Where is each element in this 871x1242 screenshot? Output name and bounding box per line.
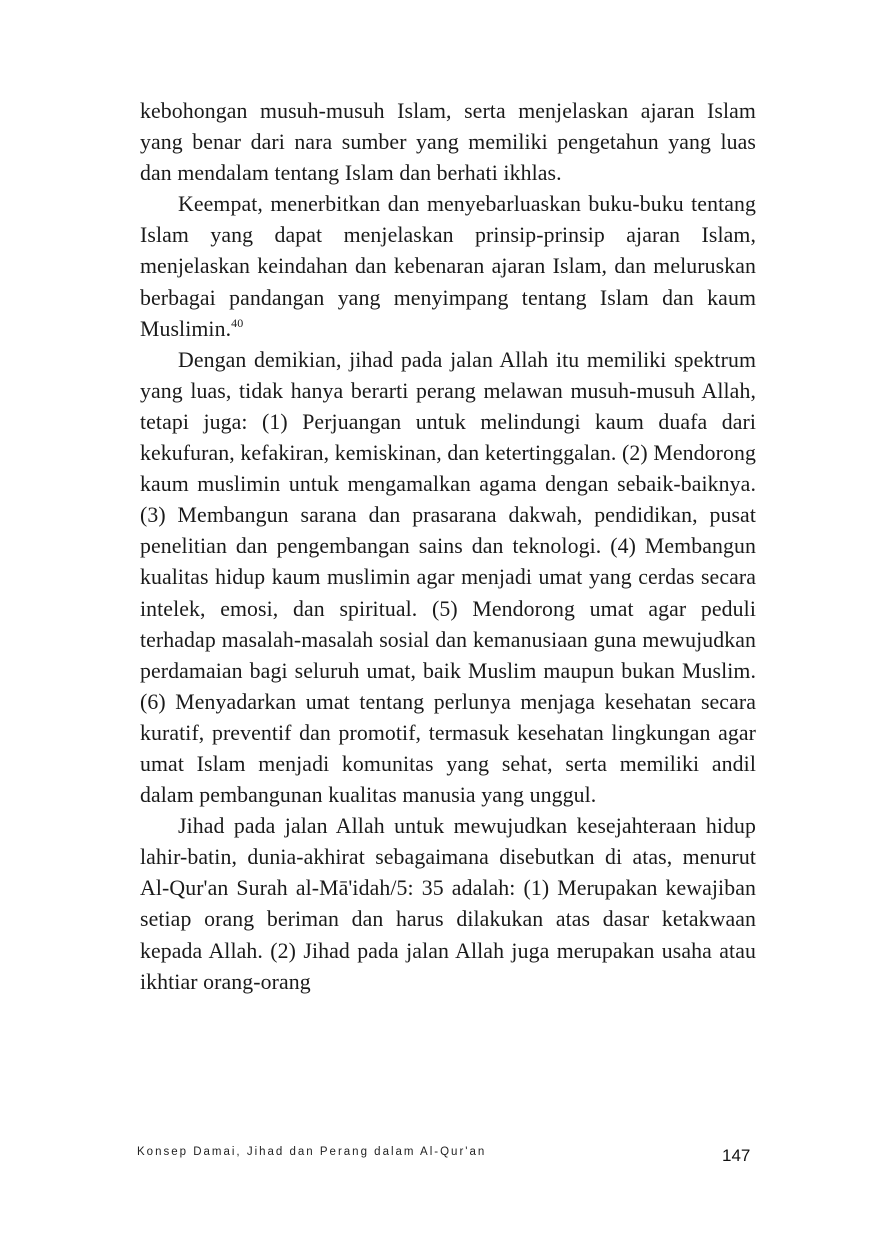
paragraph-keempat: Keempat, menerbitkan dan menyebarluaskan buku-buku tentang Islam yang dapat menjelaskan prinsip-prinsip ajaran Islam, menjelaskan keindahan dan kebenaran ajaran Islam, dan meluruskan berbagai pandangan yang menyimpang tentang Islam dan kaum Muslimin.$^{40}$: [140, 192, 756, 341]
footnote-ref[interactable]: 40: [231, 315, 244, 330]
running-footer-title: Konsep Damai, Jihad dan Perang dalam Al-Qur'an: [137, 1146, 487, 1158]
body-text: [140, 96, 756, 998]
paragraph-jihad: Jihad pada jalan Allah untuk mewujudkan kesejahteraan hidup lahir-batin, dunia-akhirat sebagaimana disebutkan di atas, menurut Al-Qur'an Surah al-Mā'idah/5: 35 adalah: (1) Merupakan kewajiban setiap orang beriman dan harus dilakukan atas dasar ketakwaan kepada Allah. (2) Jihad pada jalan Allah juga merupakan usaha atau ikhtiar orang-orang: [140, 814, 756, 994]
paragraph-dengan-demikian: Dengan demikian, jihad pada jalan Allah itu memiliki spektrum yang luas, tidak hanya berarti perang melawan musuh-musuh Allah, tetapi juga: (1) Perjuangan untuk melindungi kaum duafa dari kekufuran, kefakiran, kemiskinan, dan ketertinggalan. (2) Mendorong kaum muslimin untuk mengamalkan agama dengan sebaik-baiknya. (3) Membangun sarana dan prasarana dakwah, pendidikan, pusat penelitian dan pengembangan sains dan teknologi. (4) Membangun kualitas hidup kaum muslimin agar menjadi umat yang cerdas secara intelek, emosi, dan spiritual. (5) Mendorong umat agar peduli terhadap masalah-masalah sosial dan kemanusiaan guna mewujudkan perdamaian bagi seluruh umat, baik Muslim maupun bukan Muslim. (6) Menyadarkan umat tentang perlunya menjaga kesehatan secara kuratif, preventif dan promotif, termasuk kesehatan lingkungan agar umat Islam menjadi komunitas yang sehat, serta memiliki andil dalam pembangunan kualitas manusia yang unggul.: [140, 347, 756, 808]
page-number: 147: [722, 1146, 751, 1165]
paragraph-continuation: kebohongan musuh-musuh Islam, serta menjelaskan ajaran Islam yang benar dari nara sumber yang memiliki pengetahun yang luas dan mendalam tentang Islam dan berhati ikhlas.: [140, 99, 756, 186]
